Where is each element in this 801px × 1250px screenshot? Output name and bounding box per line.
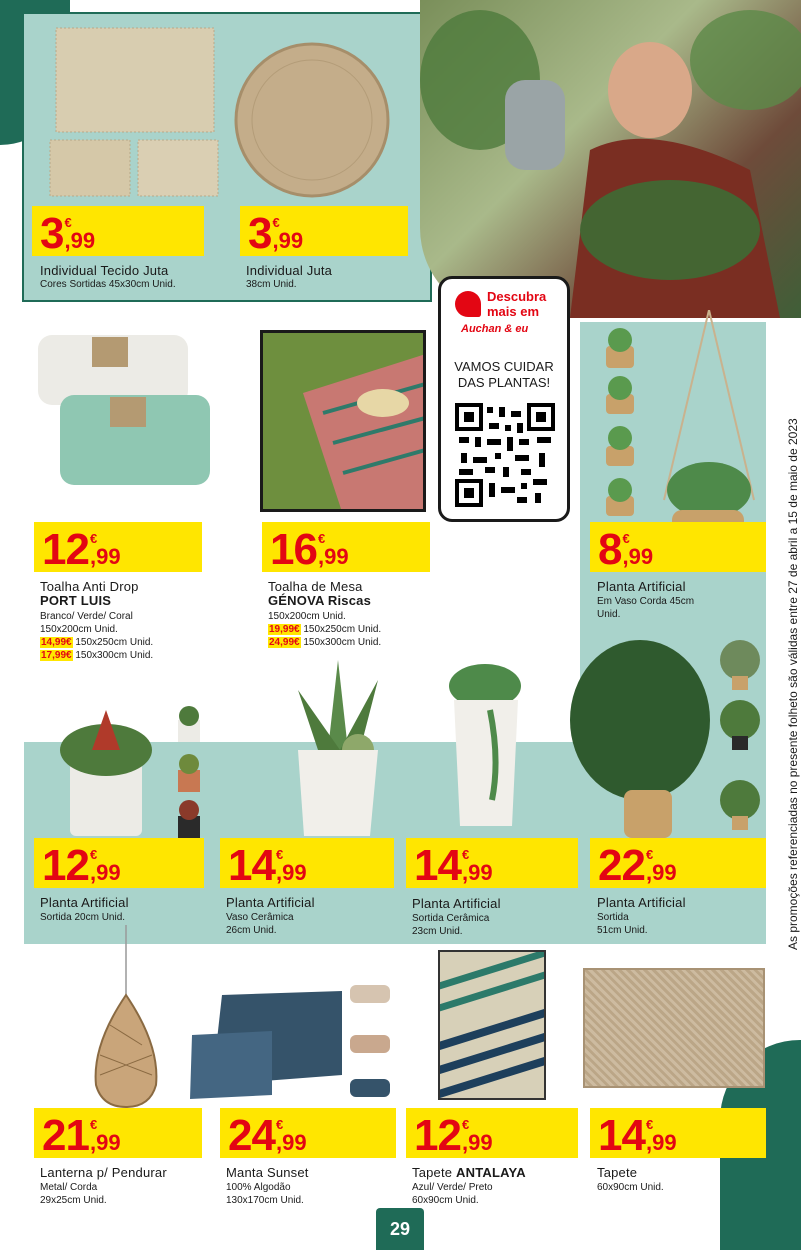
product-name: Planta Artificial xyxy=(40,895,129,910)
currency-symbol: € xyxy=(645,1117,654,1132)
price-cents-part: ,99 xyxy=(275,860,307,885)
product-desc: Metal/ Corda xyxy=(40,1182,98,1193)
qr-message-line1: VAMOS CUIDAR xyxy=(454,359,554,374)
price-cents-part: ,99 xyxy=(275,1130,307,1155)
price-tag xyxy=(262,522,430,572)
price-cents: 99 xyxy=(282,860,307,885)
product-variant-line xyxy=(268,637,381,649)
product-desc: Branco/ Verde/ Coral xyxy=(40,611,133,622)
product-variant-line xyxy=(268,624,381,636)
towels-image xyxy=(30,325,220,495)
qr-brand-line2: mais em xyxy=(487,304,540,319)
variant-text: 150x250cm Unid. xyxy=(75,637,154,648)
price-cents: 99 xyxy=(468,1130,493,1155)
qr-promo-card[interactable] xyxy=(438,276,570,522)
page-number: 29 xyxy=(376,1208,424,1250)
price-tag xyxy=(240,206,408,256)
variant-price: 14,99€ xyxy=(41,637,72,648)
product-name-bold-text: GÉNOVA Riscas xyxy=(268,593,372,608)
currency-symbol: € xyxy=(89,531,98,546)
woman-watering-plants-photo xyxy=(420,0,801,318)
price-integer: 14 xyxy=(228,841,275,890)
price-cents: 99 xyxy=(628,544,654,569)
antalaya-rug-photo xyxy=(438,950,546,1100)
variant-price: 24,99€ xyxy=(269,637,300,648)
price-cents-part: ,99 xyxy=(622,544,654,569)
product-desc: 60x90cm Unid. xyxy=(597,1182,664,1193)
product-name-bold-text: ANTALAYA xyxy=(456,1165,526,1180)
product-desc: Cores Sortidas 45x30cm Unid. xyxy=(40,279,176,290)
product-desc: Sortida xyxy=(597,912,629,923)
promo-validity-note: As promoções referenciadas no presente folheto são válidas entre 27 de abril a 15 de maio de 2023 xyxy=(786,418,800,950)
product-desc: Azul/ Verde/ Preto xyxy=(412,1182,493,1193)
qr-message-line2: DAS PLANTAS! xyxy=(457,375,551,390)
ceramic-plant-23cm-image xyxy=(440,650,530,830)
product-name: Individual Tecido Juta xyxy=(40,263,169,278)
currency-symbol: € xyxy=(317,531,326,546)
price-tag xyxy=(590,838,766,888)
price-integer: 12 xyxy=(42,841,89,890)
product-name: Planta Artificial xyxy=(412,896,501,911)
variant-text: 150x300cm Unid. xyxy=(75,650,154,661)
product-desc: 23cm Unid. xyxy=(412,926,463,937)
price-tag xyxy=(220,1108,396,1158)
price-cents: 99 xyxy=(70,228,96,253)
round-jute-placemat-image xyxy=(232,40,392,200)
price-tag xyxy=(220,838,394,888)
price-cents: 99 xyxy=(652,860,677,885)
currency-symbol: € xyxy=(622,531,630,546)
product-name-bold xyxy=(268,594,371,608)
price-cents-part: ,99 xyxy=(89,1130,121,1155)
product-variant-line xyxy=(40,637,153,649)
product-desc: 26cm Unid. xyxy=(226,925,277,936)
price-cents: 99 xyxy=(282,1130,307,1155)
price-cents: 99 xyxy=(96,860,121,885)
product-desc: Em Vaso Corda 45cm xyxy=(597,596,695,607)
price-tag xyxy=(590,522,766,572)
currency-symbol: € xyxy=(645,847,654,862)
price-integer: 8 xyxy=(598,525,622,574)
variant-text: 150x250cm Unid. xyxy=(303,624,382,635)
price-integer: 21 xyxy=(42,1111,89,1160)
variant-price: 17,99€ xyxy=(41,650,72,661)
price-integer: 12 xyxy=(414,1111,461,1160)
qr-brand-logo: Auchan & eu xyxy=(461,323,529,335)
price-integer: 3 xyxy=(40,209,64,258)
jute-rug-image xyxy=(583,968,765,1088)
price-cents: 99 xyxy=(324,544,349,569)
price-cents-part: ,99 xyxy=(317,544,349,569)
price-integer: 22 xyxy=(598,841,645,890)
product-name-text: Tapete xyxy=(412,1165,453,1180)
price-integer: 14 xyxy=(414,841,461,890)
hanging-lantern-image xyxy=(90,925,170,1110)
price-cents-part: ,99 xyxy=(89,860,121,885)
price-integer: 3 xyxy=(248,209,272,258)
product-name: Lanterna p/ Pendurar xyxy=(40,1165,167,1180)
sorted-plant-20cm-image xyxy=(40,700,210,840)
product-desc: Unid. xyxy=(597,609,621,620)
product-name: Planta Artificial xyxy=(226,895,315,910)
price-cents: 99 xyxy=(96,1130,121,1155)
price-integer: 14 xyxy=(598,1111,645,1160)
currency-symbol: € xyxy=(272,215,280,230)
product-name: Planta Artificial xyxy=(597,579,686,594)
currency-symbol: € xyxy=(275,847,284,862)
product-name: Planta Artificial xyxy=(597,895,686,910)
price-integer: 24 xyxy=(228,1111,275,1160)
price-cents: 99 xyxy=(468,860,493,885)
product-desc: 60x90cm Unid. xyxy=(412,1195,479,1206)
product-desc: 130x170cm Unid. xyxy=(226,1195,304,1206)
price-tag xyxy=(32,206,204,256)
price-cents-part: ,99 xyxy=(645,1130,677,1155)
price-integer: 12 xyxy=(42,525,89,574)
price-integer: 16 xyxy=(270,525,317,574)
price-cents-part: ,99 xyxy=(461,860,493,885)
product-name: Manta Sunset xyxy=(226,1165,309,1180)
product-desc: Sortida Cerâmica xyxy=(412,913,490,924)
qr-code-icon[interactable] xyxy=(455,403,555,507)
product-desc: 100% Algodão xyxy=(226,1182,291,1193)
product-desc: Sortida 20cm Unid. xyxy=(40,912,126,923)
product-desc: 38cm Unid. xyxy=(246,279,297,290)
price-cents-part: ,99 xyxy=(64,228,96,253)
currency-symbol: € xyxy=(461,1117,470,1132)
variant-text: 150x300cm Unid. xyxy=(303,637,382,648)
price-tag xyxy=(590,1108,766,1158)
product-name: Toalha Anti Drop xyxy=(40,579,139,594)
price-cents-part: ,99 xyxy=(89,544,121,569)
currency-symbol: € xyxy=(461,847,470,862)
product-name: Individual Juta xyxy=(246,263,333,278)
product-desc: Vaso Cerâmica xyxy=(226,912,294,923)
tablecloth-photo xyxy=(260,330,426,512)
price-tag xyxy=(406,838,578,888)
fabric-placemats-image xyxy=(40,22,225,202)
price-cents-part: ,99 xyxy=(461,1130,493,1155)
product-name-bold xyxy=(40,594,111,608)
price-tag xyxy=(406,1108,578,1158)
product-desc: 150x200cm Unid. xyxy=(40,624,118,635)
product-name: Tapete xyxy=(597,1165,638,1180)
variant-price: 19,99€ xyxy=(269,624,300,635)
price-tag xyxy=(34,522,202,572)
bird-logo-icon xyxy=(455,291,481,317)
price-cents-part: ,99 xyxy=(272,228,304,253)
large-plant-51cm-image xyxy=(560,620,770,840)
price-cents: 99 xyxy=(652,1130,677,1155)
product-desc: 51cm Unid. xyxy=(597,925,648,936)
price-cents-part: ,99 xyxy=(645,860,677,885)
blanket-image xyxy=(182,975,402,1105)
price-cents: 99 xyxy=(278,228,304,253)
currency-symbol: € xyxy=(275,1117,284,1132)
currency-symbol: € xyxy=(89,1117,98,1132)
price-tag xyxy=(34,838,204,888)
product-name: Toalha de Mesa xyxy=(268,579,363,594)
product-name-bold-text: PORT LUIS xyxy=(40,593,112,608)
qr-brand-line1: Descubra xyxy=(487,289,547,304)
currency-symbol: € xyxy=(89,847,98,862)
product-desc: 29x25cm Unid. xyxy=(40,1195,107,1206)
ceramic-plant-26cm-image xyxy=(278,650,398,840)
product-desc: 150x200cm Unid. xyxy=(268,611,346,622)
currency-symbol: € xyxy=(64,215,72,230)
price-cents: 99 xyxy=(96,544,121,569)
product-name xyxy=(412,1166,526,1180)
price-tag xyxy=(34,1108,202,1158)
product-variant-line xyxy=(40,650,153,662)
